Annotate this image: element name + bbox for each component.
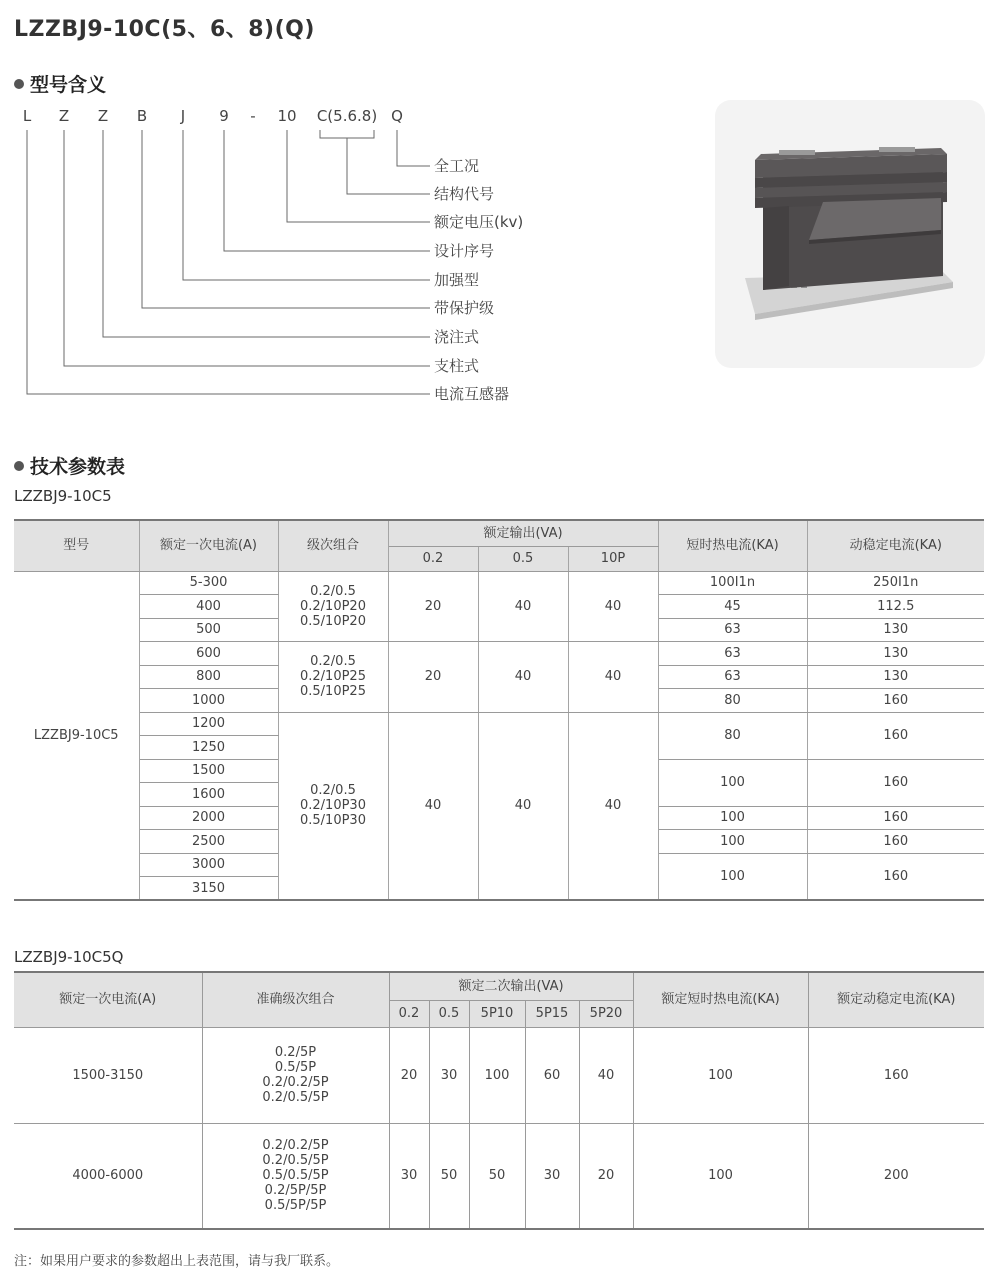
cell-out-5p20: 40 bbox=[579, 1027, 633, 1123]
current-transformer-illustration bbox=[715, 100, 985, 368]
leader-line-6 bbox=[224, 130, 430, 251]
cell-out-05: 40 bbox=[478, 642, 568, 713]
code-char-4: B bbox=[136, 107, 148, 125]
code-char-2: Z bbox=[58, 107, 70, 125]
cell-thermal: 100 bbox=[658, 806, 807, 830]
cell-dynamic: 160 bbox=[807, 853, 984, 900]
cell-thermal: 100 bbox=[658, 759, 807, 806]
label-current-transformer: 电流互感器 bbox=[434, 385, 510, 403]
col-header-short-thermal: 短时热电流(KA) bbox=[658, 520, 807, 571]
cell-dynamic: 130 bbox=[807, 642, 984, 666]
parameter-table-c5 bbox=[14, 519, 984, 901]
cell-current: 2500 bbox=[139, 830, 278, 854]
label-post-type: 支柱式 bbox=[434, 357, 480, 375]
code-char-5: J bbox=[180, 107, 186, 125]
code-char-1: L bbox=[22, 107, 32, 125]
code-char-8: 10 bbox=[277, 107, 297, 125]
label-structure-code: 结构代号 bbox=[434, 185, 495, 203]
cell-accuracy-combo: 0.2/5P 0.5/5P 0.2/0.2/5P 0.2/0.5/5P bbox=[202, 1027, 389, 1123]
leader-line-10 bbox=[397, 130, 430, 166]
cell-dynamic: 130 bbox=[807, 665, 984, 689]
leader-line-3 bbox=[103, 130, 430, 337]
cell-out-02: 20 bbox=[388, 642, 478, 713]
col-header-short-thermal: 额定短时热电流(KA) bbox=[633, 972, 808, 1027]
cell-current: 500 bbox=[139, 618, 278, 642]
cell-current: 3000 bbox=[139, 853, 278, 877]
cell-dynamic: 160 bbox=[808, 1027, 984, 1123]
table1-caption: LZZBJ9-10C5 bbox=[14, 487, 112, 505]
leader-line-4 bbox=[142, 130, 430, 308]
cell-out-05: 50 bbox=[429, 1123, 469, 1229]
label-cast-type: 浇注式 bbox=[434, 328, 480, 346]
cell-dynamic: 250I1n bbox=[807, 571, 984, 595]
cell-thermal: 63 bbox=[658, 665, 807, 689]
label-protection-class: 带保护级 bbox=[434, 299, 495, 317]
col-header-model: 型号 bbox=[14, 520, 139, 571]
cell-out-05: 40 bbox=[478, 712, 568, 900]
col-header-accuracy-combo: 准确级次组合 bbox=[202, 972, 389, 1027]
col-header-out-5p10: 5P10 bbox=[469, 1000, 525, 1027]
label-design-serial: 设计序号 bbox=[434, 242, 495, 260]
col-header-class-combo: 级次组合 bbox=[278, 520, 388, 571]
cell-thermal: 63 bbox=[658, 642, 807, 666]
cell-dynamic: 160 bbox=[807, 830, 984, 854]
table-row bbox=[14, 1027, 984, 1123]
cell-thermal: 63 bbox=[658, 618, 807, 642]
cell-out-5p10: 50 bbox=[469, 1123, 525, 1229]
cell-out-02: 20 bbox=[388, 571, 478, 642]
label-all-conditions: 全工况 bbox=[434, 157, 480, 175]
cell-class-combo: 0.2/0.5 0.2/10P20 0.5/10P20 bbox=[278, 571, 388, 642]
table-row bbox=[14, 1123, 984, 1229]
cell-thermal: 100 bbox=[658, 830, 807, 854]
cell-thermal: 80 bbox=[658, 689, 807, 713]
col-header-out-5p20: 5P20 bbox=[579, 1000, 633, 1027]
leader-line-8 bbox=[287, 130, 430, 222]
cell-current: 2000 bbox=[139, 806, 278, 830]
bracket-structure bbox=[320, 130, 374, 138]
section-heading-model-text: 型号含义 bbox=[30, 74, 107, 96]
code-char-10: Q bbox=[391, 107, 403, 125]
product-photo bbox=[715, 100, 985, 368]
cell-thermal: 100 bbox=[633, 1123, 808, 1229]
bullet-icon bbox=[14, 461, 24, 471]
cell-out-10p: 40 bbox=[568, 571, 658, 642]
cell-current: 5-300 bbox=[139, 571, 278, 595]
code-char-9: C(5.6.8) bbox=[316, 107, 378, 125]
parameter-table-c5q bbox=[14, 971, 984, 1230]
col-header-primary-current: 额定一次电流(A) bbox=[14, 972, 202, 1027]
col-header-out-10p: 10P bbox=[568, 546, 658, 571]
cell-thermal: 45 bbox=[658, 595, 807, 619]
cell-out-10p: 40 bbox=[568, 642, 658, 713]
cell-thermal: 80 bbox=[658, 712, 807, 759]
cell-dynamic: 160 bbox=[807, 806, 984, 830]
cell-current: 3150 bbox=[139, 877, 278, 901]
col-header-dynamic: 动稳定电流(KA) bbox=[807, 520, 984, 571]
cell-dynamic: 160 bbox=[807, 689, 984, 713]
table-row bbox=[14, 571, 984, 595]
cell-out-5p10: 100 bbox=[469, 1027, 525, 1123]
leader-line-2 bbox=[64, 130, 430, 366]
cell-out-05: 40 bbox=[478, 571, 568, 642]
cell-current: 1000 bbox=[139, 689, 278, 713]
col-header-primary-current: 额定一次电流(A) bbox=[139, 520, 278, 571]
leader-line-1 bbox=[27, 130, 430, 394]
cell-current: 600 bbox=[139, 642, 278, 666]
cell-thermal: 100I1n bbox=[658, 571, 807, 595]
cell-current: 1500 bbox=[139, 759, 278, 783]
col-header-dynamic: 额定动稳定电流(KA) bbox=[808, 972, 984, 1027]
cell-current: 400 bbox=[139, 595, 278, 619]
cell-dynamic: 160 bbox=[807, 712, 984, 759]
cell-dynamic: 130 bbox=[807, 618, 984, 642]
cell-out-05: 30 bbox=[429, 1027, 469, 1123]
page-title: LZZBJ9-10C(5、6、8)(Q) bbox=[14, 17, 315, 42]
code-char-3: Z bbox=[97, 107, 109, 125]
model-code-leader-lines bbox=[0, 0, 440, 410]
cell-dynamic: 200 bbox=[808, 1123, 984, 1229]
col-header-out-02: 0.2 bbox=[388, 546, 478, 571]
col-header-out-05: 0.5 bbox=[429, 1000, 469, 1027]
cell-out-02: 40 bbox=[388, 712, 478, 900]
section-heading-params-text: 技术参数表 bbox=[30, 456, 126, 478]
label-reinforced: 加强型 bbox=[434, 271, 480, 289]
cell-current: 1500-3150 bbox=[14, 1027, 202, 1123]
table2-caption: LZZBJ9-10C5Q bbox=[14, 948, 124, 966]
leader-line-5 bbox=[183, 130, 430, 280]
label-rated-voltage: 额定电压(kv) bbox=[434, 213, 524, 231]
cell-accuracy-combo: 0.2/0.2/5P 0.2/0.5/5P 0.5/0.5/5P 0.2/5P/5P 0.5/5P/5P bbox=[202, 1123, 389, 1229]
cell-model: LZZBJ9-10C5 bbox=[14, 571, 139, 900]
footnote: 注：如果用户要求的参数超出上表范围，请与我厂联系。 bbox=[14, 1254, 340, 1269]
cell-current: 1200 bbox=[139, 712, 278, 736]
cell-thermal: 100 bbox=[658, 853, 807, 900]
code-char-7: - bbox=[250, 107, 256, 125]
table-row bbox=[14, 642, 984, 666]
cell-out-5p15: 30 bbox=[525, 1123, 579, 1229]
cell-out-02: 30 bbox=[389, 1123, 429, 1229]
cell-current: 4000-6000 bbox=[14, 1123, 202, 1229]
cell-out-10p: 40 bbox=[568, 712, 658, 900]
cell-class-combo: 0.2/0.5 0.2/10P30 0.5/10P30 bbox=[278, 712, 388, 900]
col-header-secondary-output: 额定二次输出(VA) bbox=[389, 972, 633, 1000]
cell-current: 800 bbox=[139, 665, 278, 689]
col-header-output-group: 额定输出(VA) bbox=[388, 520, 658, 546]
cell-out-5p20: 20 bbox=[579, 1123, 633, 1229]
cell-dynamic: 112.5 bbox=[807, 595, 984, 619]
cell-thermal: 100 bbox=[633, 1027, 808, 1123]
section-heading-params bbox=[14, 452, 125, 479]
cell-class-combo: 0.2/0.5 0.2/10P25 0.5/10P25 bbox=[278, 642, 388, 713]
code-char-6: 9 bbox=[219, 107, 229, 125]
cell-current: 1600 bbox=[139, 783, 278, 807]
cell-out-02: 20 bbox=[389, 1027, 429, 1123]
col-header-out-05: 0.5 bbox=[478, 546, 568, 571]
col-header-out-5p15: 5P15 bbox=[525, 1000, 579, 1027]
col-header-out-02: 0.2 bbox=[389, 1000, 429, 1027]
cell-dynamic: 160 bbox=[807, 759, 984, 806]
cell-current: 1250 bbox=[139, 736, 278, 760]
table-row bbox=[14, 712, 984, 736]
cell-out-5p15: 60 bbox=[525, 1027, 579, 1123]
